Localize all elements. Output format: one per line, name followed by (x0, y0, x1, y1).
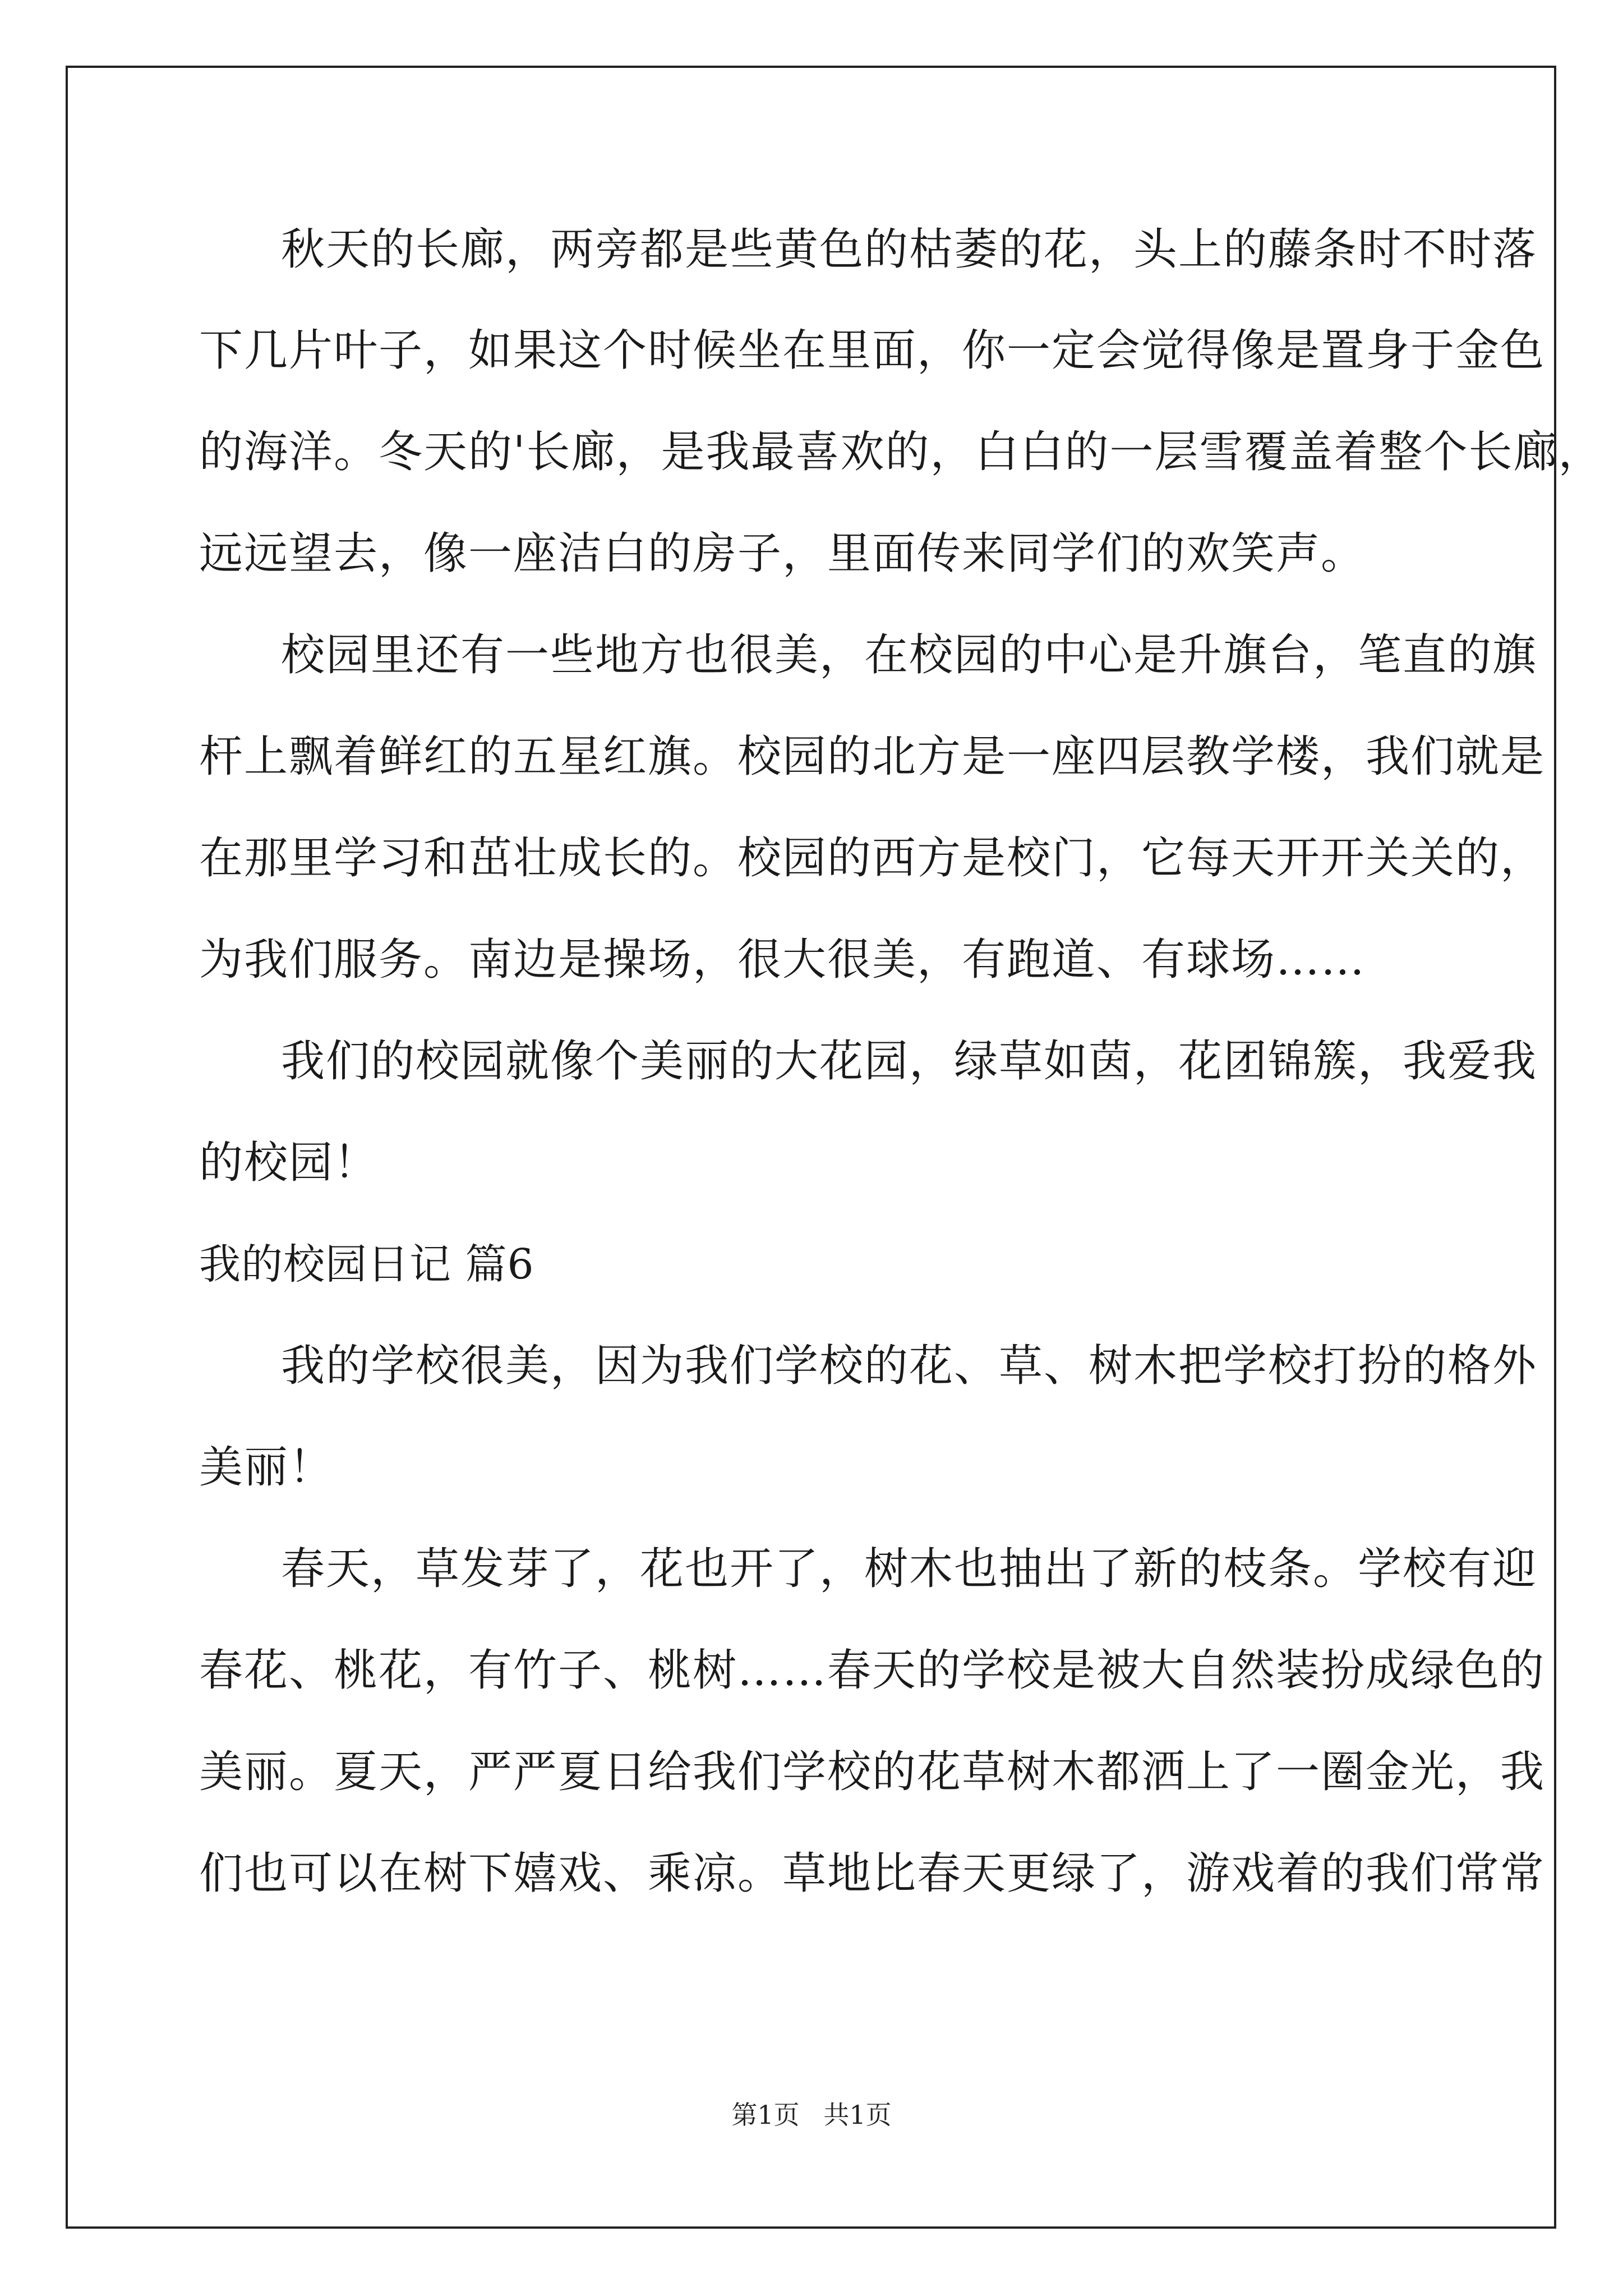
paragraph-line: 杆上飘着鲜红的五星红旗。校园的北方是一座四层教学楼，我们就是 (199, 731, 1546, 782)
paragraph-line: 美丽。夏天，严严夏日给我们学校的花草树木都洒上了一圈金光，我 (199, 1747, 1546, 1797)
paragraph-line: 们也可以在树下嬉戏、乘凉。草地比春天更绿了，游戏着的我们常常 (199, 1848, 1546, 1899)
paragraph-line: 我的学校很美，因为我们学校的花、草、树木把学校打扮的格外 (281, 1341, 1538, 1391)
page-number-total: 共1页 (823, 2100, 892, 2130)
paragraph-line: 美丽！ (199, 1442, 334, 1493)
paragraph-line: 的海洋。冬天的'长廊，是我最喜欢的，白白的一层雪覆盖着整个长廊， (199, 427, 1603, 477)
paragraph-line: 我们的校园就像个美丽的大花园，绿草如茵，花团锦簇，我爱我 (281, 1036, 1538, 1087)
paragraph-line: 在那里学习和茁壮成长的。校园的西方是校门，它每天开开关关的， (199, 833, 1546, 884)
paragraph-line: 远远望去，像一座洁白的房子，里面传来同学们的欢笑声。 (199, 528, 1366, 579)
paragraph-line: 春花、桃花，有竹子、桃树……春天的学校是被大自然装扮成绿色的 (199, 1645, 1546, 1696)
page-number-current: 第1页 (731, 2100, 800, 2130)
paragraph-line: 下几片叶子，如果这个时候坐在里面，你一定会觉得像是置身于金色 (199, 325, 1546, 376)
paragraph-line: 校园里还有一些地方也很美，在校园的中心是升旗台，笔直的旗 (281, 630, 1538, 680)
section-heading: 我的校园日记 篇6 (199, 1240, 534, 1289)
paragraph-line: 秋天的长廊，两旁都是些黄色的枯萎的花，头上的藤条时不时落 (281, 224, 1538, 275)
paragraph-line: 为我们服务。南边是操场，很大很美，有跑道、有球场…… (199, 935, 1366, 985)
page-footer (0, 2098, 1623, 2132)
paragraph-line: 的校园！ (199, 1138, 379, 1188)
paragraph-line: 春天，草发芽了，花也开了，树木也抽出了新的枝条。学校有迎 (281, 1544, 1538, 1594)
